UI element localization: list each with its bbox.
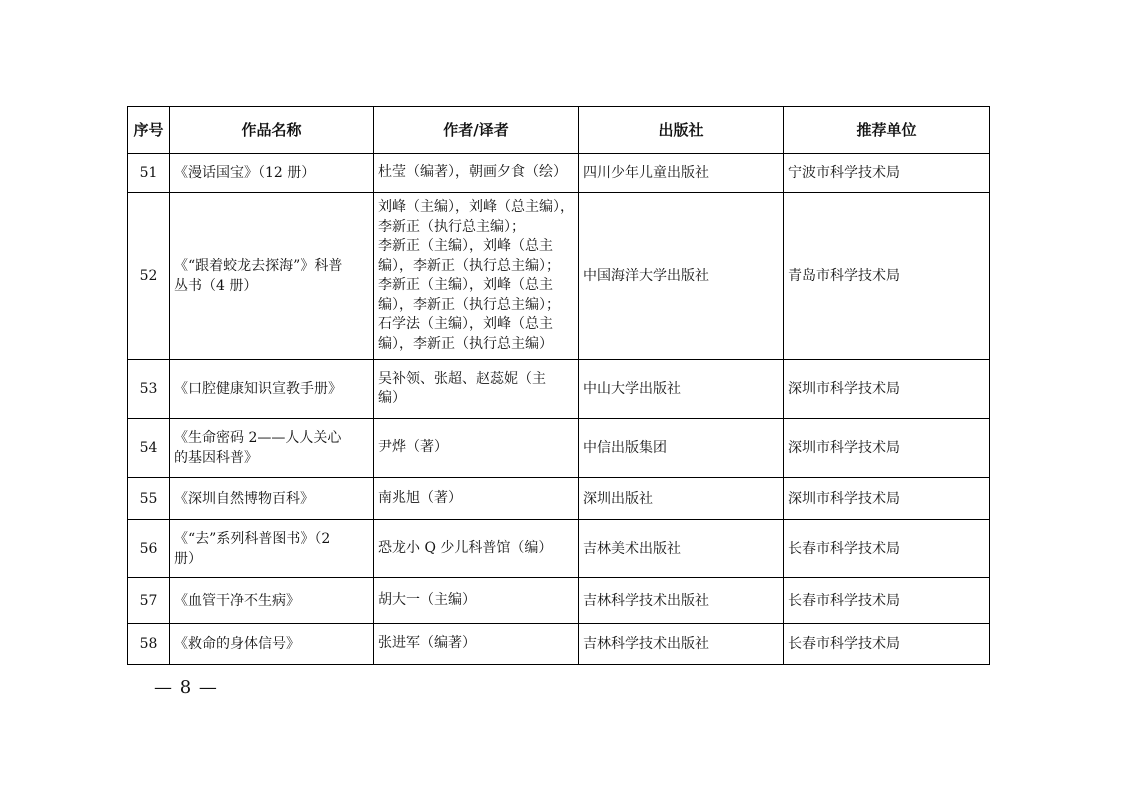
recommender-cell: 长春市科学技术局 [784, 520, 990, 578]
recommender-cell: 长春市科学技术局 [784, 578, 990, 624]
recommender-cell: 深圳市科学技术局 [784, 419, 990, 478]
publisher-cell: 四川少年儿童出版社 [579, 154, 784, 193]
table-row [128, 478, 990, 520]
row-number: 52 [128, 193, 170, 360]
row-number: 58 [128, 624, 170, 665]
recommender-cell: 深圳市科学技术局 [784, 360, 990, 419]
author-cell: 尹烨（著） [374, 419, 579, 478]
header-publisher: 出版社 [579, 107, 784, 154]
work-title: 《深圳自然博物百科》 [170, 478, 374, 520]
work-title: 《“跟着蛟龙去探海”》科普 丛书（4 册） [170, 193, 374, 360]
work-title: 《救命的身体信号》 [170, 624, 374, 665]
work-title: 《“去”系列科普图书》（2 册） [170, 520, 374, 578]
table-row [128, 520, 990, 578]
table-row [128, 193, 990, 360]
work-title: 《漫话国宝》（12 册） [170, 154, 374, 193]
author-cell: 张进军（编著） [374, 624, 579, 665]
header-recommender: 推荐单位 [784, 107, 990, 154]
row-number: 51 [128, 154, 170, 193]
author-cell: 胡大一（主编） [374, 578, 579, 624]
header-seq: 序号 [128, 107, 170, 154]
work-title: 《生命密码 2——人人关心 的基因科普》 [170, 419, 374, 478]
work-title: 《血管干净不生病》 [170, 578, 374, 624]
row-number: 54 [128, 419, 170, 478]
table-row [128, 154, 990, 193]
page-number: — 8 — [154, 677, 218, 698]
author-cell: 吴补领、张超、赵蕊妮（主 编） [374, 360, 579, 419]
row-number: 53 [128, 360, 170, 419]
publisher-cell: 吉林科学技术出版社 [579, 624, 784, 665]
recommender-cell: 宁波市科学技术局 [784, 154, 990, 193]
publisher-cell: 吉林美术出版社 [579, 520, 784, 578]
work-title: 《口腔健康知识宣教手册》 [170, 360, 374, 419]
author-cell: 杜莹（编著），朝画夕食（绘） [374, 154, 579, 193]
publisher-cell: 深圳出版社 [579, 478, 784, 520]
table-row [128, 419, 990, 478]
header-author: 作者/译者 [374, 107, 579, 154]
author-cell: 恐龙小 Q 少儿科普馆（编） [374, 520, 579, 578]
row-number: 56 [128, 520, 170, 578]
row-number: 55 [128, 478, 170, 520]
table-row [128, 624, 990, 665]
publisher-cell: 吉林科学技术出版社 [579, 578, 784, 624]
author-cell: 南兆旭（著） [374, 478, 579, 520]
recommender-cell: 深圳市科学技术局 [784, 478, 990, 520]
table-row [128, 360, 990, 419]
publisher-cell: 中国海洋大学出版社 [579, 193, 784, 360]
table-row [128, 578, 990, 624]
row-number: 57 [128, 578, 170, 624]
table-header-row [128, 107, 990, 154]
recommender-cell: 青岛市科学技术局 [784, 193, 990, 360]
recommendation-table [127, 106, 990, 665]
publisher-cell: 中信出版集团 [579, 419, 784, 478]
header-title: 作品名称 [170, 107, 374, 154]
publisher-cell: 中山大学出版社 [579, 360, 784, 419]
author-cell: 刘峰（主编），刘峰（总主编）， 李新正（执行总主编）； 李新正（主编），刘峰（总主 编），李新正（执行总主编）； 李新正（主编），刘峰（总主 编），李新正（执行总主编）； 石学法（主编），刘峰（总主 编），李新正（执行总主编） [374, 193, 579, 360]
recommender-cell: 长春市科学技术局 [784, 624, 990, 665]
